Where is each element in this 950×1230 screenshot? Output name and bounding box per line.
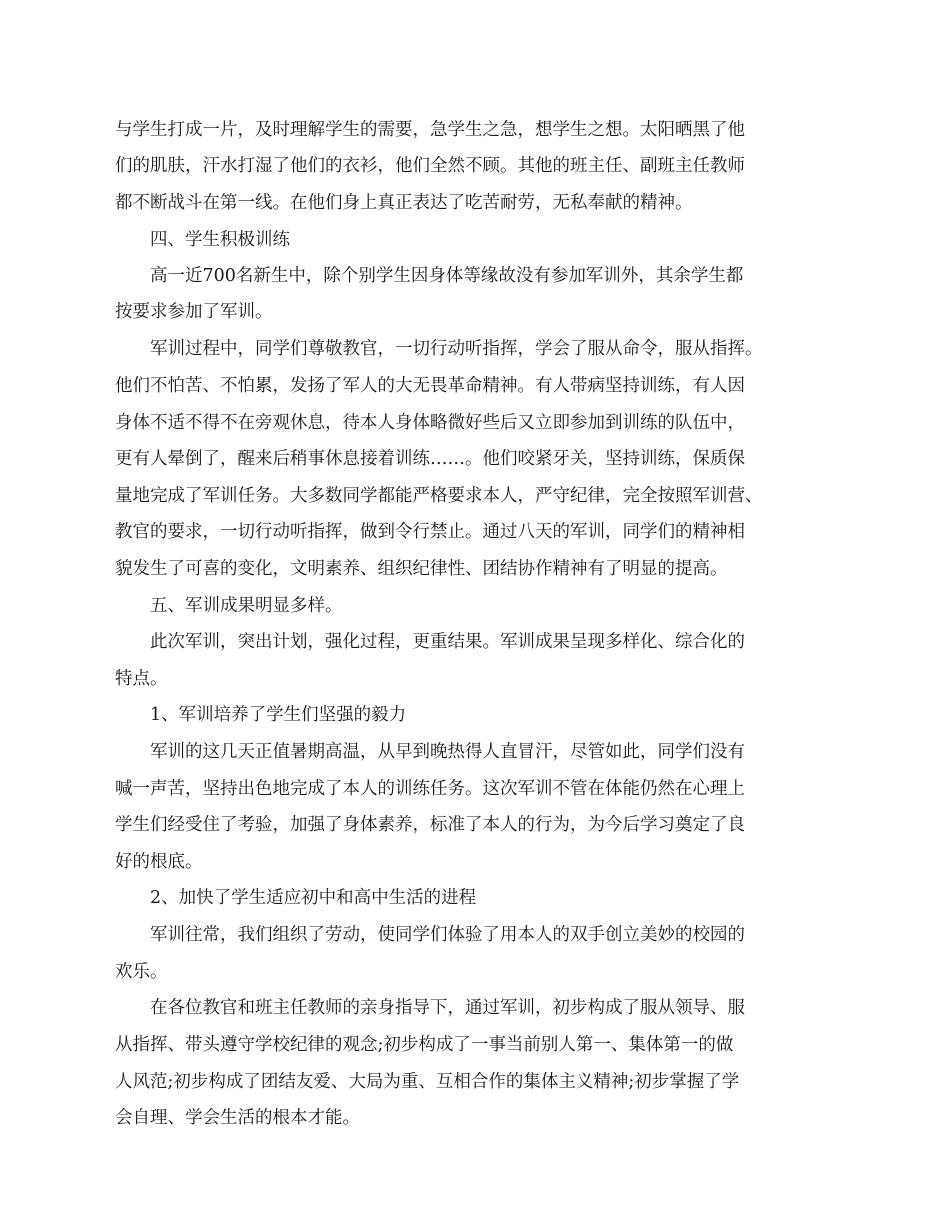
text-line: 教官的要求，一切行动听指挥，做到令行禁止。通过八天的军训，同学们的精神相 [115,522,745,542]
text-line: 他们不怕苦、不怕累，发扬了军人的大无畏革命精神。有人带病坚持训练，有人因 [115,376,745,396]
section-heading: 五、军训成果明显多样。 [150,596,343,616]
text-line: 学生们经受住了考验，加强了身体素养，标准了本人的行为，为今后学习奠定了良 [115,815,745,835]
text-line: 更有人晕倒了，醒来后稍事休息接着训练……。他们咬紧牙关，坚持训练，保质保 [115,449,745,469]
section-heading: 四、学生积极训练 [150,230,290,250]
text-line: 好的根底。 [115,852,203,872]
text-line: 从指挥、带头遵守学校纪律的观念;初步构成了一事当前别人第一、集体第一的做 [115,1035,734,1055]
text-line: 特点。 [115,669,168,689]
text-line: 与学生打成一片，及时理解学生的需要，急学生之急，想学生之想。太阳晒黑了他 [115,120,745,140]
text-line: 军训过程中，同学们尊敬教官，一切行动听指挥，学会了服从命令，服从指挥。 [150,339,763,359]
text-line: 此次军训，突出计划，强化过程，更重结果。军训成果呈现多样化、综合化的 [150,632,745,652]
text-line: 都不断战斗在第一线。在他们身上真正表达了吃苦耐劳，无私奉献的精神。 [115,193,693,213]
text-line: 量地完成了军训任务。大多数同学都能严格要求本人，严守纪律，完全按照军训营、 [115,486,763,506]
text-line: 会自理、学会生活的根本才能。 [115,1108,360,1128]
text-line: 身体不适不得不在旁观休息，待本人身体略微好些后又立即参加到训练的队伍中， [115,413,745,433]
text-line: 人风范;初步构成了团结友爱、大局为重、互相合作的集体主义精神;初步掌握了学 [115,1072,740,1092]
text-line: 们的肌肤，汗水打湿了他们的衣衫，他们全然不顾。其他的班主任、副班主任教师 [115,156,745,176]
text-line: 在各位教官和班主任教师的亲身指导下，通过军训，初步构成了服从领导、服 [150,998,745,1018]
text-line: 按要求参加了军训。 [115,302,273,322]
text-line: 高一近700名新生中，除个别学生因身体等缘故没有参加军训外，其余学生都 [150,266,744,286]
subsection-heading: 2、加快了学生适应初中和高中生活的进程 [150,888,477,908]
text-line: 喊一声苦，坚持出色地完成了本人的训练任务。这次军训不管在体能仍然在心理上 [115,779,745,799]
text-line: 貌发生了可喜的变化，文明素养、组织纪律性、团结协作精神有了明显的提高。 [115,559,728,579]
text-line: 军训的这几天正值暑期高温，从早到晚热得人直冒汗，尽管如此，同学们没有 [150,742,745,762]
text-line: 欢乐。 [115,962,168,982]
text-line: 军训往常，我们组织了劳动，使同学们体验了用本人的双手创立美妙的校园的 [150,925,745,945]
subsection-heading: 1、军训培养了学生们坚强的毅力 [150,705,407,725]
